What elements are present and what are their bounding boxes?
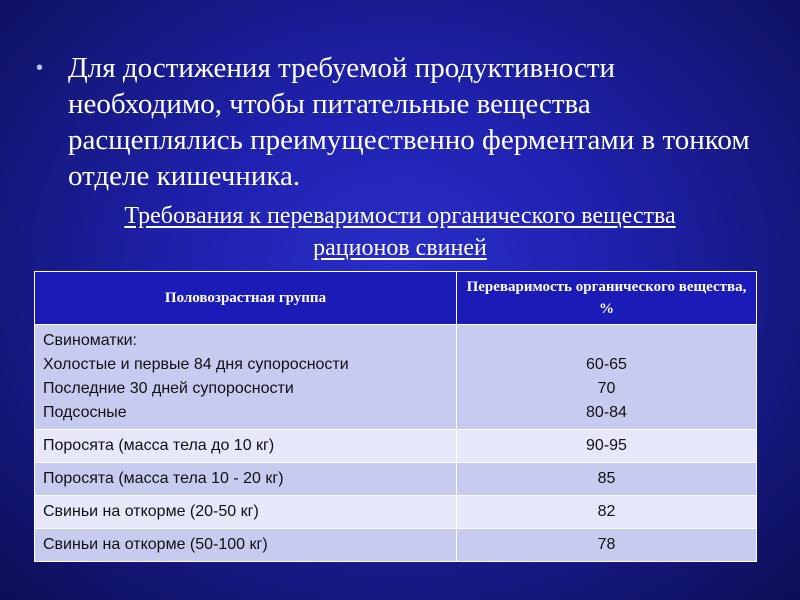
cell-group: Свиньи на откорме (50-100 кг) (35, 529, 457, 562)
table-row (35, 463, 757, 496)
digestibility-table (34, 271, 757, 562)
cell-value: 78 (457, 529, 757, 562)
cell-group (35, 325, 457, 430)
cell-value: 90-95 (457, 430, 757, 463)
table-title (60, 200, 740, 264)
table-header-row (35, 272, 757, 325)
cell-group-line: Последние 30 дней супоросности (43, 380, 294, 397)
cell-value: 82 (457, 496, 757, 529)
bullet-dot-icon: • (36, 57, 44, 79)
cell-value: 85 (457, 463, 757, 496)
table-row (35, 430, 757, 463)
bullet-item (36, 50, 756, 194)
table-row (35, 529, 757, 562)
table-title-line-1: Требования к переваримости органического вещества (124, 203, 676, 229)
cell-group: Поросята (масса тела 10 - 20 кг) (35, 463, 457, 496)
header-group: Половозрастная группа (35, 272, 457, 325)
table-row (35, 496, 757, 529)
cell-group: Поросята (масса тела до 10 кг) (35, 430, 457, 463)
bullet-text: Для достижения требуемой продуктивности необходимо, чтобы питательные вещества расщеплялись преимущественно ферментами в тонком отделе кишечника. (68, 52, 750, 192)
cell-group: Свиньи на откорме (20-50 кг) (35, 496, 457, 529)
table-title-line-2: рационов свиней (313, 235, 487, 261)
cell-value (457, 325, 757, 430)
header-value: Переваримость органического вещества, % (457, 272, 757, 325)
cell-group-line: Свиноматки: (43, 332, 137, 349)
table-row (35, 325, 757, 430)
cell-value-line (465, 329, 748, 353)
cell-group-line: Подсосные (43, 404, 127, 421)
cell-value-line: 60-65 (586, 356, 627, 373)
cell-group-line: Холостые и первые 84 дня супоросности (43, 356, 349, 373)
cell-value-line: 80-84 (586, 404, 627, 421)
cell-value-line: 70 (597, 380, 616, 397)
